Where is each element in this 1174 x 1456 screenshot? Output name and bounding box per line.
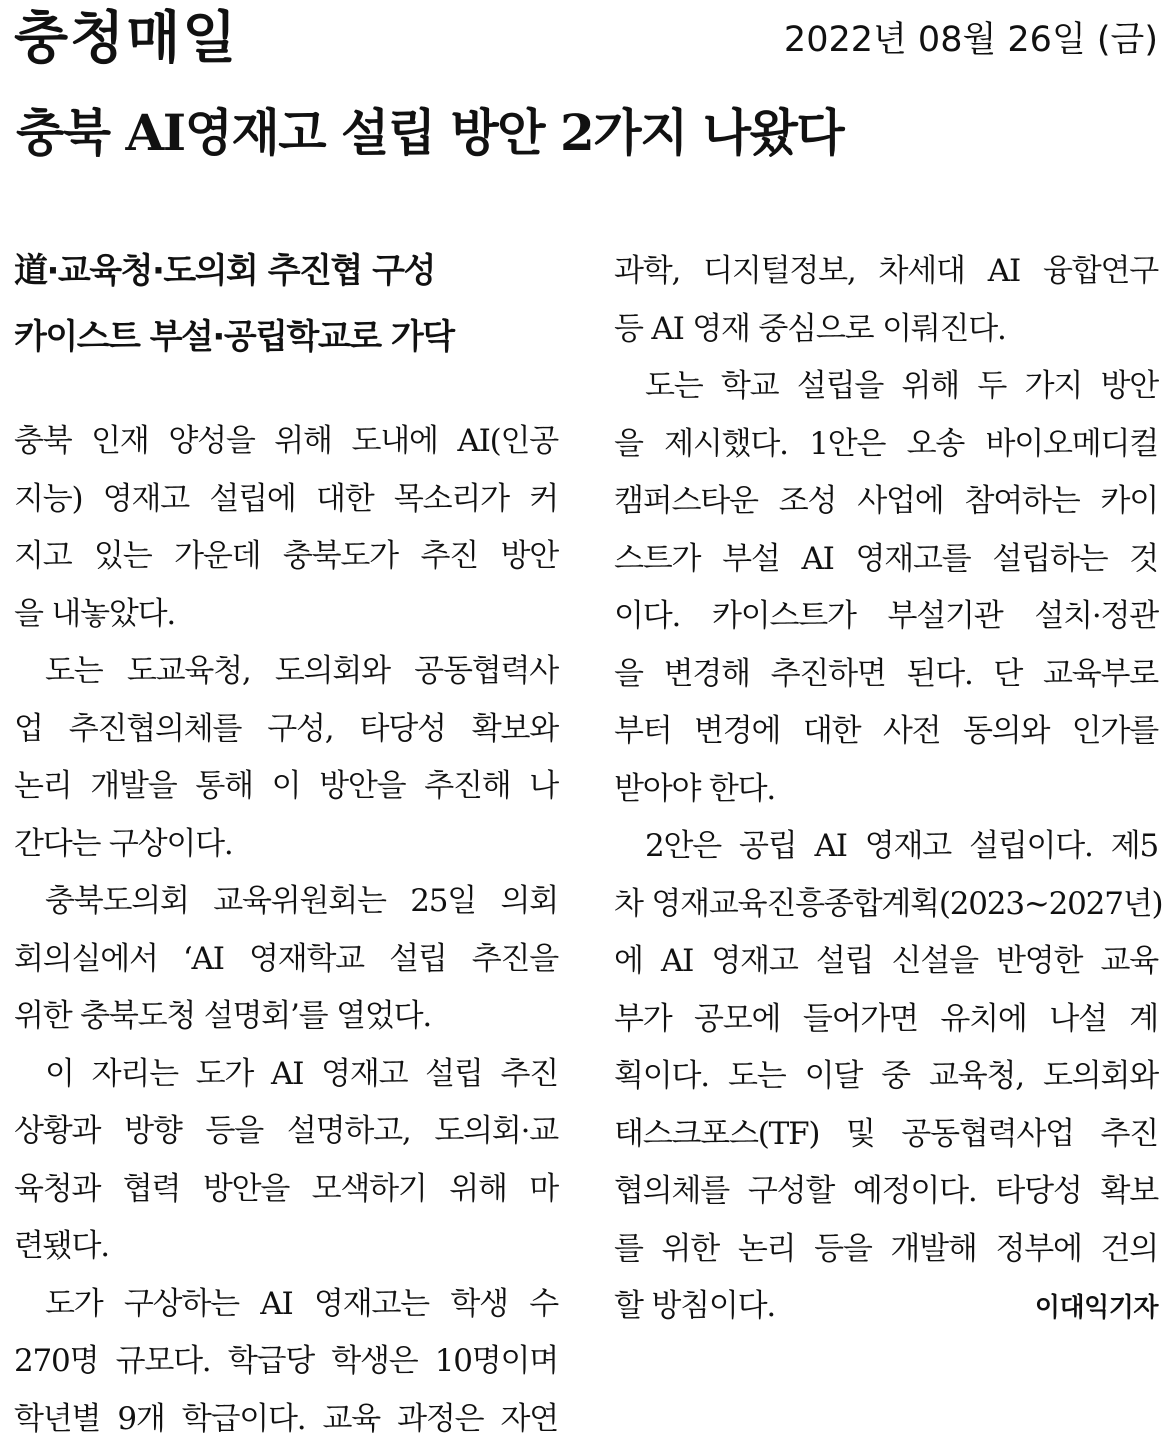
article-headline: 충북 AI영재고 설립 방안 2가지 나왔다 bbox=[16, 103, 844, 162]
body-line: 지고 있는 가운데 충북도가 추진 방안 bbox=[14, 538, 558, 574]
body-line: 업 추진협의체를 구성, 타당성 확보와 bbox=[14, 710, 558, 747]
body-line: 270명 규모다. 학급당 학생은 10명이며 bbox=[14, 1343, 558, 1379]
issue-date: 2022년 08월 26일 (금) bbox=[783, 20, 1158, 60]
body-line: 에 AI 영재고 설립 신설을 반영한 교육 bbox=[614, 943, 1158, 979]
body-line: 부가 공모에 들어가면 유치에 나설 계 bbox=[614, 1000, 1158, 1037]
body-column-left bbox=[14, 413, 558, 1448]
body-line: 스트가 부설 AI 영재고를 설립하는 것 bbox=[614, 540, 1158, 577]
body-line-with-byline bbox=[614, 1278, 1158, 1338]
body-line: 간다는 구상이다. bbox=[14, 825, 233, 862]
body-line: 태스크포스(TF) 및 공동협력사업 추진 bbox=[614, 1115, 1158, 1152]
body-line: 도는 학교 설립을 위해 두 가지 방안 bbox=[645, 368, 1158, 404]
body-line: 을 내놓았다. bbox=[14, 595, 176, 632]
body-line: 과학, 디지털정보, 차세대 AI 융합연구 bbox=[614, 253, 1158, 289]
body-line: 부터 변경에 대한 사전 동의와 인가를 bbox=[614, 713, 1158, 749]
body-line: 위한 충북도청 설명회’를 열었다. bbox=[14, 998, 431, 1034]
body-line: 충북도의회 교육위원회는 25일 의회 bbox=[45, 883, 558, 919]
body-column-right bbox=[614, 243, 1163, 1338]
subheadline-2: 카이스트 부설·공립학교로 가닥 bbox=[14, 317, 454, 357]
body-line: 이 자리는 도가 AI 영재고 설립 추진 bbox=[45, 1055, 558, 1092]
body-line: 도는 도교육청, 도의회와 공동협력사 bbox=[45, 653, 558, 689]
body-line: 을 제시했다. 1안은 오송 바이오메디컬 bbox=[614, 425, 1158, 462]
body-line: 할 방침이다. bbox=[614, 1288, 776, 1324]
body-line: 이다. 카이스트가 부설기관 설치·정관 bbox=[614, 598, 1158, 634]
body-line: 획이다. 도는 이달 중 교육청, 도의회와 bbox=[614, 1058, 1158, 1094]
body-line: 상황과 방향 등을 설명하고, 도의회·교 bbox=[14, 1113, 558, 1149]
body-line: 육청과 협력 방안을 모색하기 위해 마 bbox=[14, 1170, 558, 1207]
subheadline-1: 道·교육청·도의회 추진협 구성 bbox=[14, 251, 435, 291]
body-line: 를 위한 논리 등을 개발해 정부에 건의 bbox=[614, 1230, 1158, 1267]
body-line: 캠퍼스타운 조성 사업에 참여하는 카이 bbox=[614, 483, 1158, 519]
body-line: 을 변경해 추진하면 된다. 단 교육부로 bbox=[614, 655, 1158, 692]
body-line: 받아야 한다. bbox=[614, 770, 776, 807]
body-line: 학년별 9개 학급이다. 교육 과정은 자연 bbox=[14, 1400, 558, 1437]
body-line: 회의실에서 ‘AI 영재학교 설립 추진을 bbox=[14, 940, 558, 977]
body-line: 련됐다. bbox=[14, 1228, 109, 1264]
body-line: 지능) 영재고 설립에 대한 목소리가 커 bbox=[14, 480, 558, 517]
body-line: 충북 인재 양성을 위해 도내에 AI(인공 bbox=[14, 423, 558, 459]
body-line: 2안은 공립 AI 영재고 설립이다. 제5 bbox=[645, 828, 1158, 864]
body-line: 차 영재교육진흥종합계획(2023~2027년) bbox=[614, 885, 1163, 922]
body-line: 등 AI 영재 중심으로 이뤄진다. bbox=[614, 310, 1006, 347]
body-line: 논리 개발을 통해 이 방안을 추진해 나 bbox=[14, 768, 558, 804]
byline: 이대익기자 bbox=[1034, 1293, 1158, 1323]
body-line: 협의체를 구성할 예정이다. 타당성 확보 bbox=[614, 1173, 1158, 1209]
body-line: 도가 구상하는 AI 영재고는 학생 수 bbox=[45, 1285, 558, 1322]
masthead-logo: 충청매일 bbox=[14, 6, 239, 71]
